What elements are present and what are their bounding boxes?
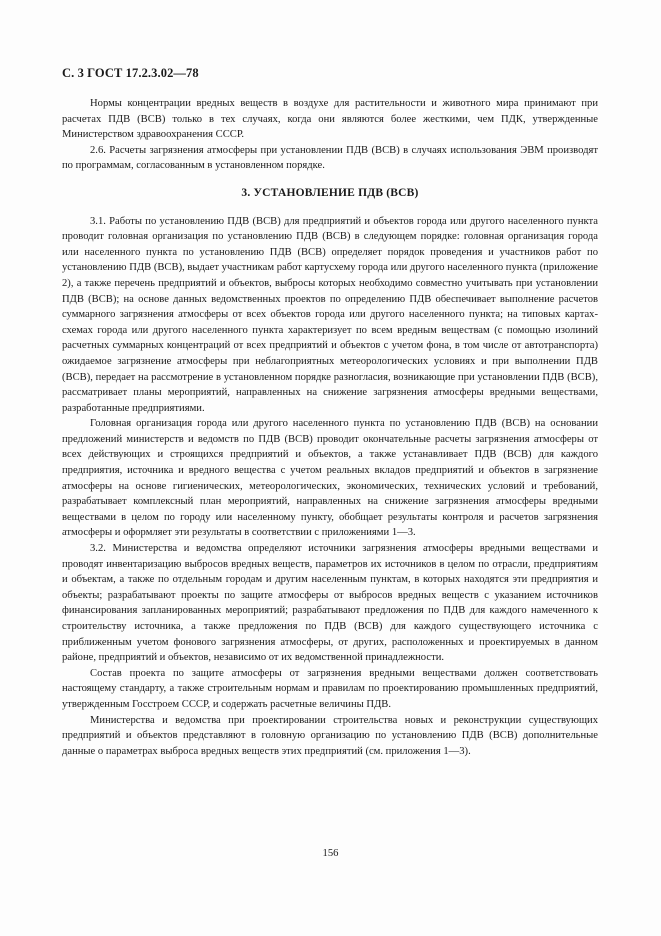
- paragraph-project-composition: Состав проекта по защите атмосферы от загрязнения вредными веществами должен соответствовать настоящему стандарту, а также строительным нормам и правилам по проектированию промышленных предприятий, утвержденным Госстроем СССР, и содержать расчетные величины ПДВ.: [62, 667, 598, 710]
- page-number: 156: [322, 848, 339, 859]
- paragraph-3-1: 3.1. Работы по установлению ПДВ (ВСВ) для предприятий и объектов города или другого населенного пункта проводит головная организация по установлению ПДВ (ВСВ) в следующем порядке: головная организация города или населенного пункта по установлению ПДВ (ВСВ) определяет порядок проведения и участников работ по установлению ПДВ (ВСВ), выдает участникам работ картусхему города или другого населенного пункта (приложение 2), а также перечень предприятий и объектов, выбросы которых необходимо совместно учитывать при установлении ПДВ (ВСВ); на основе данных ведомственных проектов по определению ПДВ обеспечивает выполнение расчетов суммарного загрязнения атмосферы от всех объектов города или другого населенного пункта; на типовых картах-схемах города или другого населенного пункта характеризует по всем вредным веществам (с помощью изолиний расчетных суммарных концентраций от всех предприятий и объектов с учетом фона, в том числе от автотранспорта) ожидаемое загрязнение атмосферы при неблагоприятных метеорологических условиях и при выполнении ПДВ (ВСВ), передает на рассмотрение в установленном порядке разногласия, возникающие при установлении ПДВ (ВСВ), рассматривает планы мероприятий, направленных на снижение загрязнения атмосферы вредными веществами, разработанные предприятиями.: [62, 215, 598, 414]
- paragraph-2-6: 2.6. Расчеты загрязнения атмосферы при установлении ПДВ (ВСВ) в случаях использования ЭВМ производят по программам, согласованным в установленном порядке.: [62, 144, 598, 172]
- paragraph-3-2: 3.2. Министерства и ведомства определяют источники загрязнения атмосферы вредными веществами и проводят инвентаризацию выбросов вредных веществ, параметров их источников в целом по отрасли, предприятиям и объектам, а также по отдельным городам и другим населенным пунктам, в которых находятся эти предприятия и объекты; разрабатывают проекты по защите атмосферы от выбросов вредных веществ с указанием источников финансирования запланированных мероприятий; разрабатывают предложения по ПДВ для каждого намеченного к строительству источника, а также предложения по ПДВ (ВСВ) для каждого существующего источника с приближенным учетом фонового загрязнения атмосферы, от других, расположенных и проектируемых в данном районе, предприятий и объектов, независимо от их ведомственной принадлежности.: [62, 543, 598, 664]
- paragraph-head-org: Головная организация города или другого населенного пункта по установлению ПДВ (ВСВ) на основании предложений министерств и ведомств по ПДВ (ВСВ) проводит окончательные расчеты загрязнения атмосферы от всех действующих и строящихся предприятий и объектов, а также устанавливает ПДВ (ВСВ) для каждого предприятия, источника и вредного вещества с учетом реальных вкладов предприятий и объектов в загрязнение атмосферы на основе гигиенических, метеорологических, экономических, технических условий и требований, разрабатывает комплексный план мероприятий, направленных на снижение загрязнения атмосферы вредными веществами в целом по городу или населенному пункту, обобщает результаты контроля и расчетов загрязнения атмосферы и оформляет эти результаты в соответствии с приложениями 1—3.: [62, 418, 598, 539]
- section-title: 3. УСТАНОВЛЕНИЕ ПДВ (ВСВ): [241, 186, 419, 199]
- page-header: С. 3 ГОСТ 17.2.3.02—78: [62, 66, 199, 80]
- document-body: [62, 96, 598, 759]
- paragraph-ministries: Министерства и ведомства при проектировании строительства новых и реконструкции существующих предприятий и объектов представляют в головную организацию по установлению ПДВ (ВСВ) дополнительные данные о параметрах выброса вредных веществ этих предприятий (см. приложения 1—3).: [62, 714, 598, 757]
- paragraph-norms: Нормы концентрации вредных веществ в воздухе для растительности и животного мира принимают при расчетах ПДВ (ВСВ) только в тех случаях, когда они являются более жесткими, чем ПДК, утвержденные Министерством здравоохранения СССР.: [62, 98, 598, 141]
